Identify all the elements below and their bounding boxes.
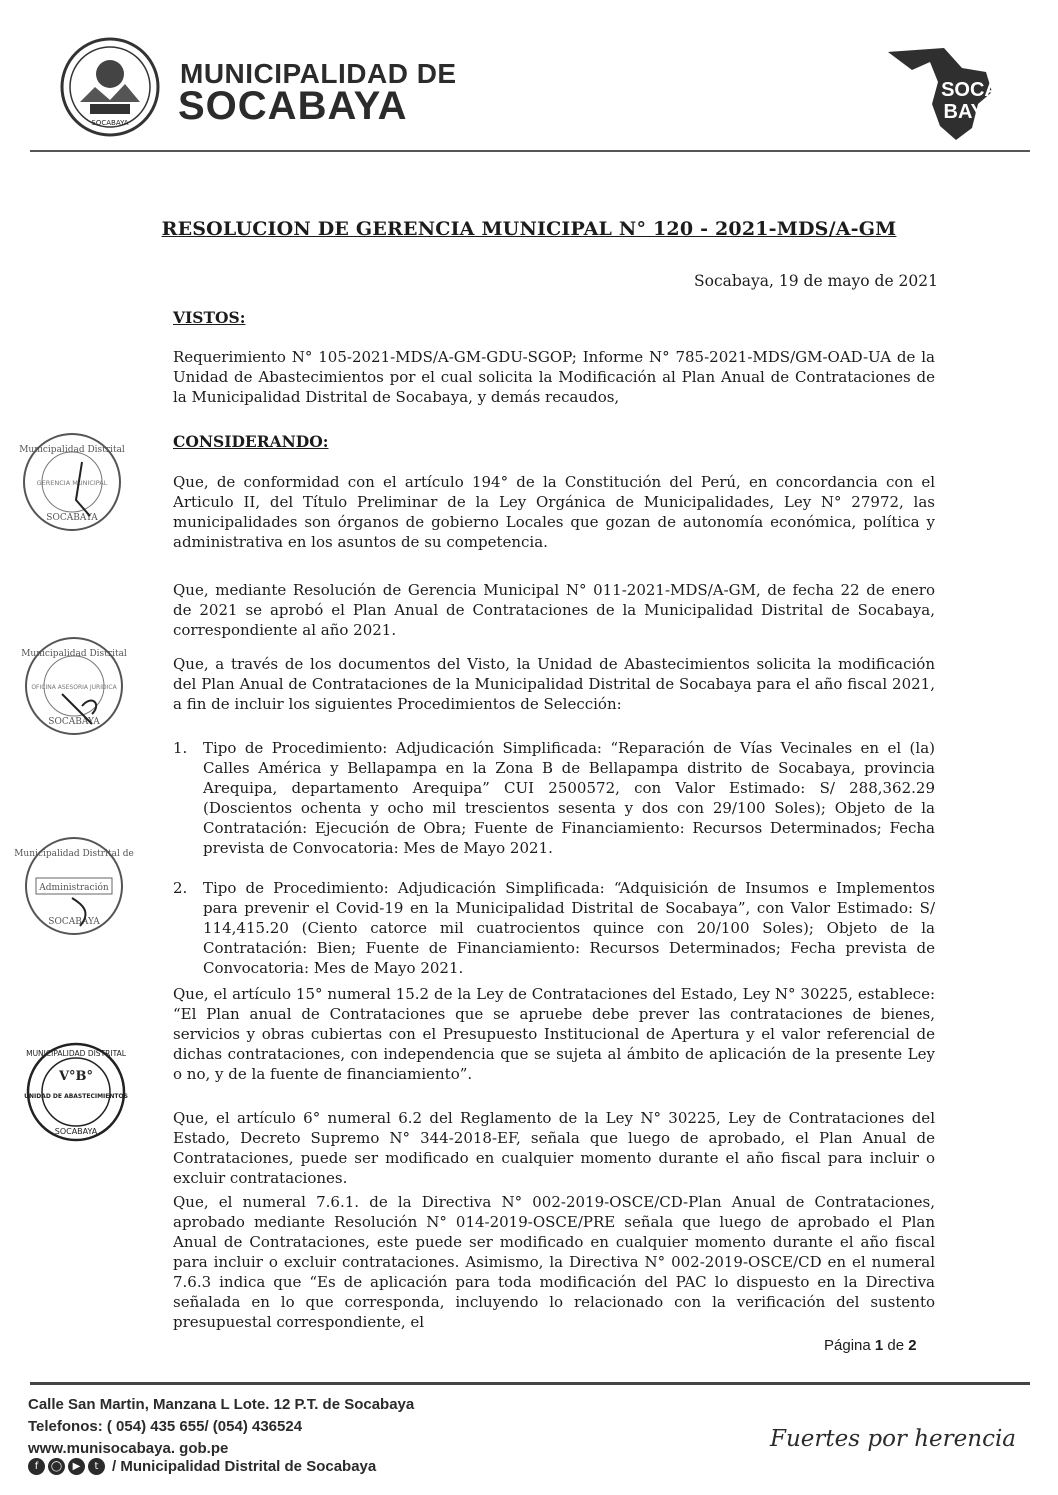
- facebook-icon: f: [28, 1458, 45, 1475]
- stamp-center-text: UNIDAD DE ABASTECIMIENTOS: [24, 1093, 128, 1100]
- header-divider: [30, 150, 1030, 152]
- stamp-bottom-text: SOCABAYA: [46, 513, 98, 523]
- list-item-text: Tipo de Procedimiento: Adjudicación Simplificada: “Reparación de Vías Vecinales en el (la) Calles América y Bellapampa en la Zona B de Bellapampa distrito de Socabaya, provincia Arequipa, departamento Arequipa” CUI 2500572, con Valor Estimado: S/ 288,362.29 (Doscientos ochenta y ocho mil trescientos sesenta y dos con 29/100 Soles); Objeto de la Contratación: Ejecución de Obra; Fuente de Financiamiento: Recursos Determinados; Fecha prevista de Convocatoria: Mes de Mayo 2021.: [203, 739, 935, 857]
- list-item-number: 1.: [173, 739, 188, 757]
- vistos-paragraph: Requerimiento N° 105-2021-MDS/A-GM-GDU-SGOP; Informe N° 785-2021-MDS/GM-OAD-UA de la Unidad de Abastecimientos por el cual solicita la Modificación al Plan Anual de Contrataciones de la Municipalidad Distrital de Socabaya, y demás recaudos,: [173, 348, 935, 406]
- stamp-ring-text: Municipalidad Distrital de: [14, 849, 134, 859]
- considerando-paragraph-1: Que, de conformidad con el artículo 194° de la Constitución del Perú, en concordancia con el Articulo II, del Título Preliminar de la Ley Orgánica de Municipalidades, Ley N° 27972, las municipalidades son órganos de gobierno Locales que gozan de autonomía económica, política y administrativa en los asuntos de su competencia.: [173, 473, 935, 551]
- municipality-seal-logo: [55, 32, 165, 142]
- stamp-vb-text: V°B°: [58, 1069, 94, 1084]
- twitter-icon: t: [88, 1458, 105, 1475]
- stamp-center-text: GERENCIA MUNICIPAL: [36, 479, 108, 487]
- vistos-heading: VISTOS:: [173, 308, 246, 327]
- footer-divider: [30, 1382, 1030, 1385]
- page-number: [824, 1337, 917, 1354]
- seal-label: SOCABAYA: [91, 119, 129, 127]
- stamp-bottom-text: SOCABAYA: [48, 917, 100, 927]
- considerando-paragraph-2: Que, mediante Resolución de Gerencia Municipal N° 011-2021-MDS/A-GM, de fecha 22 de enero de 2021 se aprobó el Plan Anual de Contrataciones de la Municipalidad Distrital de Socabaya, correspondiente al año 2021.: [173, 581, 935, 639]
- stamp-ring-text: Municipalidad Distrital: [19, 445, 125, 455]
- socabaya-brand-logo: [882, 42, 1010, 146]
- asesoria-juridica-stamp: [22, 634, 126, 738]
- page-label: Página: [824, 1337, 871, 1354]
- gerencia-municipal-stamp: [20, 430, 124, 534]
- considerando-paragraph-6: Que, el numeral 7.6.1. de la Directiva N° 002-2019-OSCE/CD-Plan Anual de Contrataciones, aprobado mediante Resolución N° 014-2019-OSCE/PRE señala que luego de aprobado el Plan Anual de Contrataciones, este puede ser modificado en cualquier momento durante el año fiscal para incluir o excluir contrataciones. Asimismo, la Directiva N° 002-2019-OSCE/CD en el numeral 7.6.3 indica que “Es de aplicación para toda modificación del PAC lo dispuesto en la Directiva señalada en lo que corresponda, incluyendo lo relacionado con la verificación del sustento presupuestal correspondiente, el: [173, 1193, 935, 1331]
- abastecimientos-vb-stamp: [24, 1040, 128, 1144]
- stamp-bottom-text: SOCABAYA: [54, 1127, 98, 1136]
- page-total: 2: [908, 1337, 917, 1354]
- footer-address: Calle San Martin, Manzana L Lote. 12 P.T. de Socabaya: [28, 1396, 415, 1413]
- stamp-center-text: OFICINA ASESORIA JURIDICA: [31, 684, 117, 691]
- resolution-title: RESOLUCION DE GERENCIA MUNICIPAL N° 120 - 2021-MDS/A-GM: [161, 218, 897, 240]
- footer-social-row: [28, 1458, 376, 1475]
- footer-slogan: Fuertes por herencia: [770, 1426, 1017, 1452]
- considerando-heading: CONSIDERANDO:: [173, 432, 329, 451]
- list-item-number: 2.: [173, 879, 188, 897]
- svg-text:SOCA: SOCA: [941, 79, 999, 101]
- considerando-paragraph-3: Que, a través de los documentos del Visto, la Unidad de Abastecimientos solicita la modificación del Plan Anual de Contrataciones de la Municipalidad Distrital de Socabaya para el año fiscal 2021, a fin de incluir los siguientes Procedimientos de Selección:: [173, 655, 935, 713]
- header-title-line2: SOCABAYA: [178, 84, 408, 128]
- youtube-icon: ▶: [68, 1458, 85, 1475]
- footer-phones: Telefonos: ( 054) 435 655/ (054) 436524: [28, 1418, 303, 1435]
- stamp-center-text: Administración: [39, 883, 109, 893]
- considerando-paragraph-5: Que, el artículo 6° numeral 6.2 del Reglamento de la Ley N° 30225, Ley de Contrataciones del Estado, Decreto Supremo N° 344-2018-EF, señala que luego de aprobado, el Plan Anual de Contrataciones, puede ser modificado en cualquier momento durante el año fiscal para incluir o excluir contrataciones.: [173, 1109, 935, 1187]
- list-item-text: Tipo de Procedimiento: Adjudicación Simplificada: “Adquisición de Insumos e Implementos para prevenir el Covid-19 en la Municipalidad Distrital de Socabaya”, con Valor Estimado: S/ 114,415.20 (Ciento catorce mil cuatrocientos quince con 20/100 Soles); Objeto de la Contratación: Bien; Fuente de Financiamiento: Recursos Determinados; Fecha prevista de Convocatoria: Mes de Mayo 2021.: [203, 879, 935, 977]
- svg-text:BAYA: BAYA: [943, 101, 997, 123]
- considerando-paragraph-4: Que, el artículo 15° numeral 15.2 de la Ley de Contrataciones del Estado, Ley N° 30225, establece: “El Plan anual de Contrataciones que se apruebe debe prever las contrataciones de bienes, servicios y obras cubiertas con el Presupuesto Institucional de Apertura y el valor referencial de dichas contrataciones, con independencia que se sujeta al ámbito de aplicación de la presente Ley o no, y de la fuente de financiamiento”.: [173, 985, 935, 1083]
- stamp-ring-text: MUNICIPALIDAD DISTRITAL: [26, 1049, 126, 1058]
- footer-social-label: / Municipalidad Distrital de Socabaya: [112, 1458, 377, 1475]
- stamp-bottom-text: SOCABAYA: [48, 717, 100, 727]
- administracion-stamp: [14, 834, 134, 938]
- stamp-ring-text: Municipalidad Distrital: [21, 649, 127, 659]
- footer-website: www.munisocabaya. gob.pe: [28, 1440, 229, 1457]
- instagram-icon: ◯: [48, 1458, 65, 1475]
- page-of: de: [887, 1337, 905, 1354]
- page-current: 1: [874, 1337, 884, 1354]
- header-title-line1: MUNICIPALIDAD DE: [180, 58, 457, 89]
- resolution-date: Socabaya, 19 de mayo de 2021: [694, 272, 938, 290]
